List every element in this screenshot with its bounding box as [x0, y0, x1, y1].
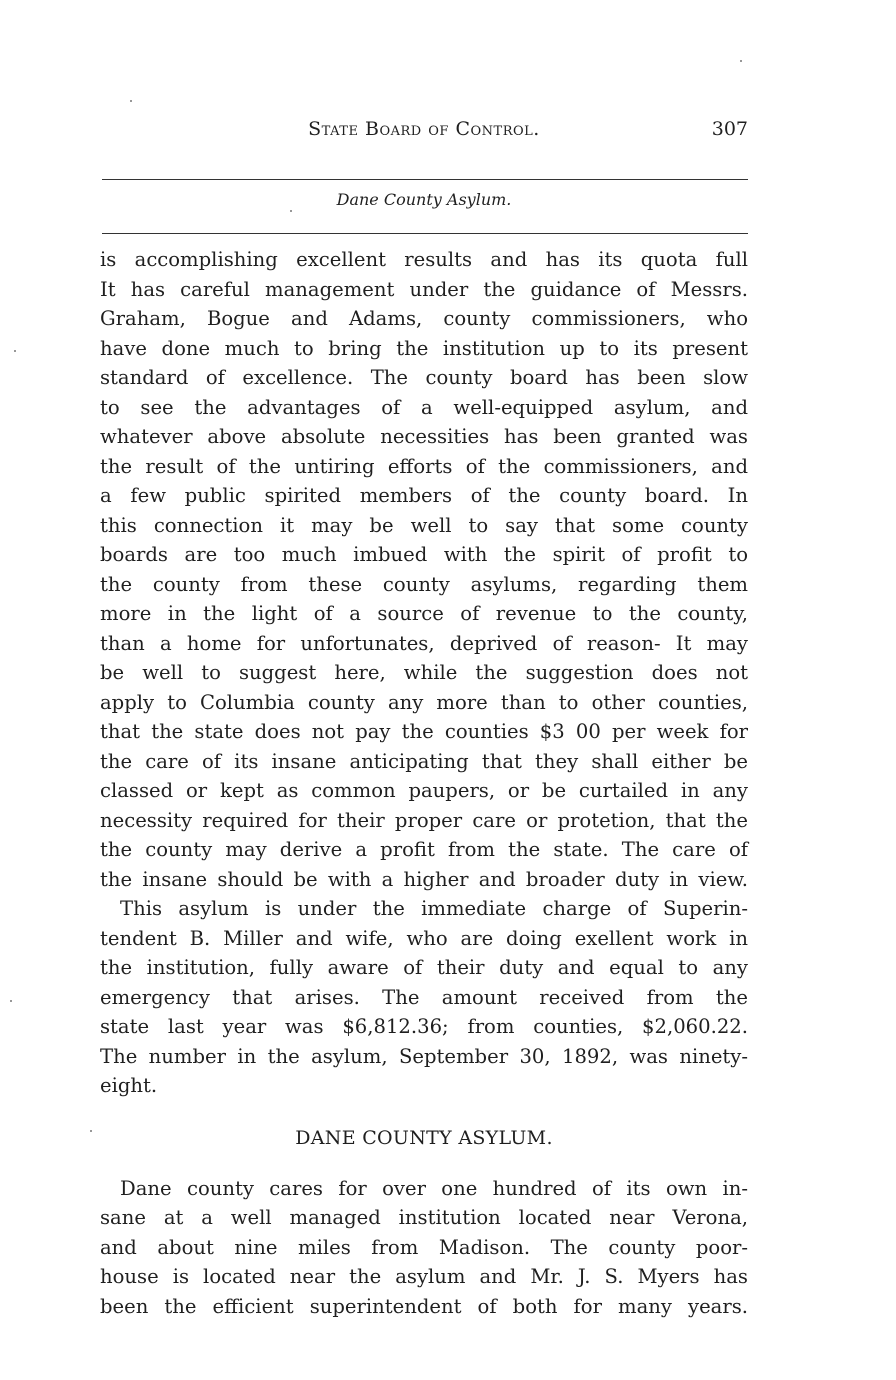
text-line: to see the advantages of a well-equipped asylum, and [100, 395, 748, 419]
text-line: emergency that arises. The amount received from the [100, 985, 748, 1009]
text-line: state last year was $6,812.36; from counties, $2,060.22. [100, 1015, 748, 1038]
section-heading: DANE COUNTY ASYLUM. [295, 1126, 553, 1149]
text-line: that the state does not pay the counties $3 00 per week for [100, 720, 748, 743]
text-line: been the efficient superintendent of both for many years. [100, 1294, 748, 1318]
text-line: This asylum is under the immediate charge of Superin- [120, 897, 748, 920]
text-line: and about nine miles from Madison. The county poor- [100, 1235, 748, 1259]
text-line: apply to Columbia county any more than to other counties, [100, 690, 748, 714]
header-rule-bottom [102, 233, 748, 234]
text-line: is accomplishing excellent results and has its quota full [100, 248, 748, 271]
text-line: tendent B. Miller and wife, who are doing exellent work in [100, 926, 748, 950]
text-line: sane at a well managed institution located near Verona, [100, 1206, 748, 1229]
text-line: this connection it may be well to say that some county [100, 513, 748, 537]
text-line: the result of the untiring efforts of the commissioners, and [100, 454, 748, 478]
body-text [100, 245, 748, 1321]
text-line: a few public spirited members of the county board. In [100, 484, 748, 507]
text-line: standard of excellence. The county board has been slow [100, 366, 748, 389]
text-line: Dane county cares for over one hundred of its own in- [120, 1176, 748, 1200]
text-line: whatever above absolute necessities has been granted was [100, 425, 748, 448]
text-line: have done much to bring the institution up to its present [100, 336, 748, 360]
scan-speck [130, 100, 132, 102]
scan-speck [10, 1000, 12, 1002]
running-title: State Board of Control. [308, 118, 540, 140]
text-line: It has careful management under the guidance of Messrs. [100, 277, 748, 301]
text-line: be well to suggest here, while the suggestion does not [100, 661, 748, 684]
header-rule-top [102, 179, 748, 180]
text-line: the institution, fully aware of their duty and equal to any [100, 956, 748, 979]
scan-speck [740, 60, 742, 62]
text-line: than a home for unfortunates, deprived of reason- It may [100, 631, 748, 655]
text-line: Graham, Bogue and Adams, county commissioners, who [100, 307, 748, 330]
text-line: eight. [100, 1074, 158, 1097]
scan-speck [290, 210, 292, 212]
text-line: the county may derive a profit from the state. The care of [100, 838, 748, 861]
text-line: more in the light of a source of revenue to the county, [100, 602, 748, 625]
text-line: classed or kept as common paupers, or be curtailed in any [100, 779, 748, 802]
text-line: house is located near the asylum and Mr. J. S. Myers has [100, 1265, 748, 1288]
scan-speck [90, 1130, 92, 1132]
text-line: boards are too much imbued with the spirit of profit to [100, 543, 748, 566]
page-number: 307 [711, 118, 748, 140]
scan-speck [14, 350, 16, 352]
section-subhead: Dane County Asylum. [336, 190, 512, 209]
text-line: The number in the asylum, September 30, 1892, was ninety- [100, 1044, 748, 1068]
running-head [100, 118, 748, 146]
text-line: the county from these county asylums, regarding them [100, 572, 748, 596]
text-line: the care of its insane anticipating that they shall either be [100, 749, 748, 773]
text-line: the insane should be with a higher and broader duty in view. [100, 867, 748, 891]
text-line: necessity required for their proper care or protetion, that the [100, 808, 748, 832]
